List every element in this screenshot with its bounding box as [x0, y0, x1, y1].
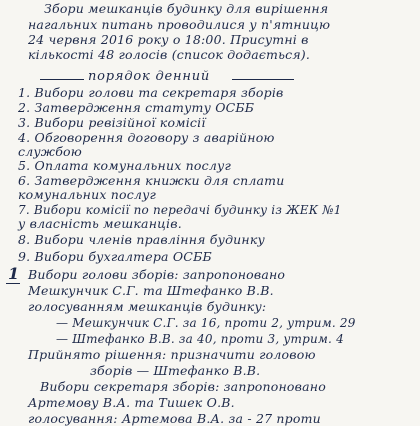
- item-1-secretary-3: голосування: Артемова В.А. за - 27 проти: [28, 411, 321, 426]
- item-1-number-underline: [6, 283, 20, 284]
- agenda-item-4: 4. Обговорення договору з аварійною: [18, 130, 275, 145]
- item-1-line-3: голосуванням мешканців будинку:: [28, 299, 267, 314]
- item-1-decision-2: зборів — Штефанко В.В.: [90, 363, 261, 378]
- agenda-title: порядок денний: [88, 69, 211, 84]
- agenda-item-6: 6. Затвердження книжки для сплати: [18, 173, 285, 188]
- item-1-number: 1: [8, 264, 20, 283]
- agenda-item-1: 1. Вибори голови та секретаря зборів: [18, 85, 284, 100]
- agenda-title-underline-right: [232, 79, 294, 80]
- item-1-secretary-1: Вибори секретаря зборів: запропоновано: [40, 379, 326, 394]
- agenda-item-3: 3. Вибори ревізійної комісії: [18, 115, 206, 130]
- item-1-decision-1: Прийнято рішення: призначити головою: [28, 347, 316, 362]
- agenda-item-2: 2. Затвердження статуту ОСББ: [18, 100, 255, 115]
- item-1-secretary-2: Артемову В.А. та Тишек О.В.: [28, 395, 235, 410]
- agenda-item-5: 5. Оплата комунальних послуг: [18, 158, 231, 173]
- agenda-title-underline: [40, 79, 84, 80]
- agenda-item-8: 8. Вибори членів правління будинку: [18, 232, 265, 247]
- item-1-vote-1: — Мешкунчик С.Г. за 16, проти 2, утрим. 29: [56, 316, 356, 330]
- intro-line-2: нагальних питань проводилися у п'ятницю: [28, 17, 331, 32]
- item-1-line-1: Вибори голови зборів: запропоновано: [28, 267, 286, 282]
- intro-line-1: Збори мешканців будинку для вирішення: [44, 1, 329, 16]
- agenda-item-6-cont: комунальних послуг: [18, 187, 157, 202]
- item-1-vote-2: — Штефанко В.В. за 40, проти 3, утрим. 4: [56, 332, 344, 346]
- agenda-item-7-cont: у власність мешканців.: [18, 216, 182, 231]
- intro-line-4: кількості 48 голосів (список додається).: [28, 47, 311, 62]
- intro-line-3: 24 червня 2016 року о 18:00. Присутні в: [28, 32, 309, 47]
- agenda-item-9: 9. Вибори бухгалтера ОСББ: [18, 249, 212, 264]
- agenda-item-4-cont: службою: [18, 144, 82, 159]
- agenda-item-7: 7. Вибори комісії по передачі будинку із ЖЕК №1: [18, 203, 342, 217]
- item-1-line-2: Мешкунчик С.Г. та Штефанко В.В.: [28, 283, 274, 298]
